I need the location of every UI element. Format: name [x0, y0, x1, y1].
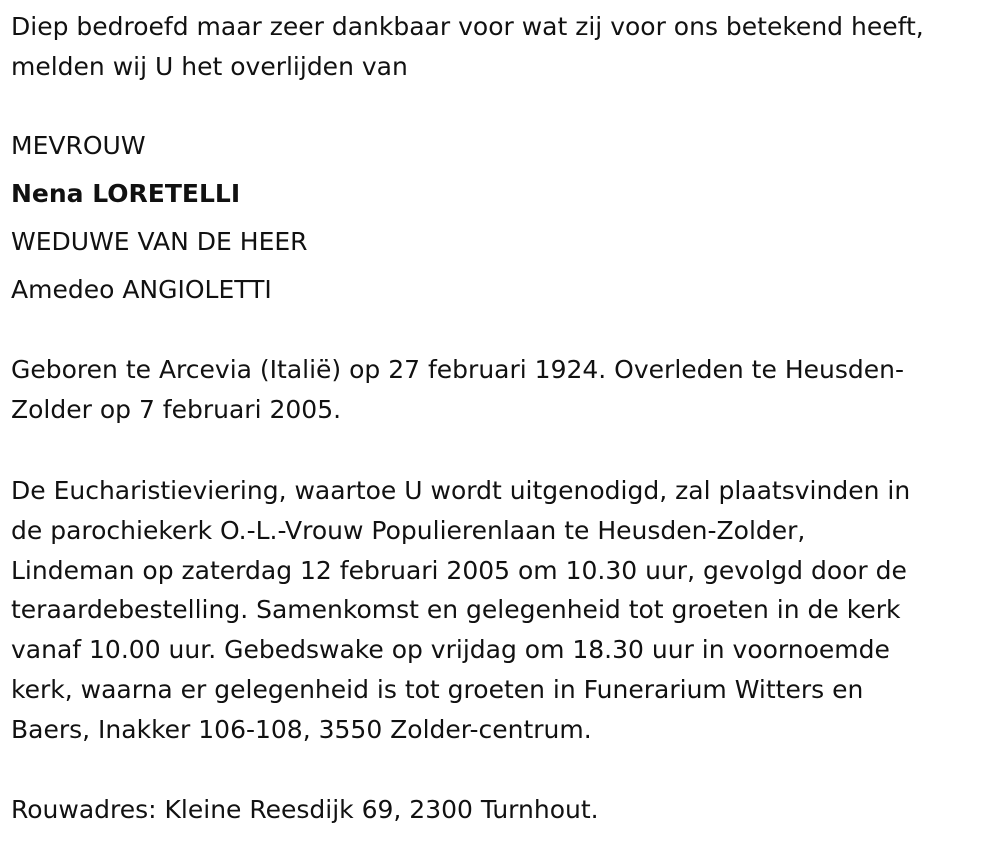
mourning-address: Rouwadres: Kleine Reesdijk 69, 2300 Turnhout.: [11, 795, 599, 824]
ceremony-line: teraardebestelling. Samenkomst en gelegenheid tot groeten in de kerk: [11, 595, 901, 624]
ceremony-line: Lindeman op zaterdag 12 februari 2005 om 10.30 uur, gevolgd door de: [11, 556, 907, 585]
deceased-spouse: Amedeo ANGIOLETTI: [11, 275, 272, 304]
dates-line-1: Geboren te Arcevia (Italië) op 27 februari 1924. Overleden te Heusden-: [11, 355, 904, 384]
deceased-relation: WEDUWE VAN DE HEER: [11, 227, 308, 256]
intro-line-1: Diep bedroefd maar zeer dankbaar voor wat zij voor ons betekend heeft,: [11, 12, 924, 41]
intro-line-2: melden wij U het overlijden van: [11, 52, 408, 81]
dates-line-2: Zolder op 7 februari 2005.: [11, 395, 342, 424]
deceased-name: Nena LORETELLI: [11, 179, 241, 208]
ceremony-line: de parochiekerk O.-L.-Vrouw Populierenlaan te Heusden-Zolder,: [11, 516, 806, 545]
ceremony-line: kerk, waarna er gelegenheid is tot groeten in Funerarium Witters en: [11, 675, 864, 704]
deceased-title: MEVROUW: [11, 131, 146, 160]
ceremony-line: De Eucharistieviering, waartoe U wordt uitgenodigd, zal plaatsvinden in: [11, 476, 911, 505]
ceremony-line: Baers, Inakker 106-108, 3550 Zolder-centrum.: [11, 715, 592, 744]
ceremony-line: vanaf 10.00 uur. Gebedswake op vrijdag om 18.30 uur in voornoemde: [11, 635, 890, 664]
